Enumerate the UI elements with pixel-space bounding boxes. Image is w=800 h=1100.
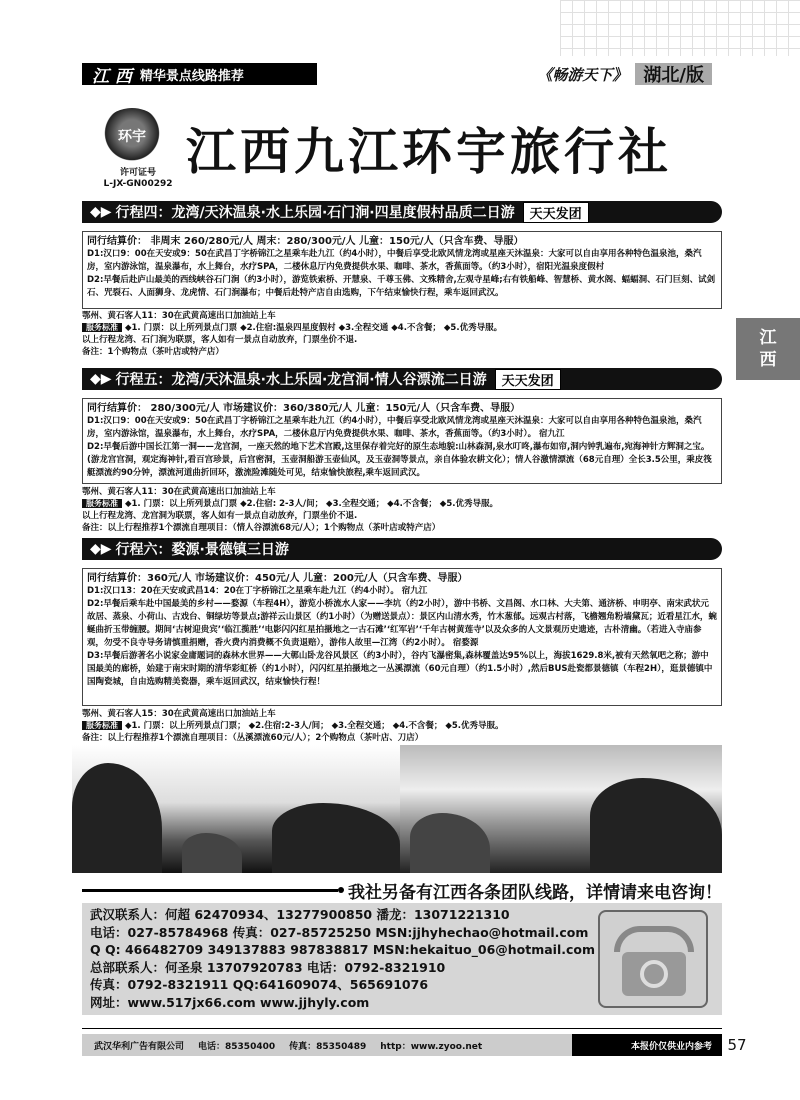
service-tag: 服务标准 — [82, 499, 122, 508]
route-remark: 备注：以上行程推荐1个漂流自理项目：（情人谷漂流68元/人）；1个购物点（茶叶店或特产店） — [82, 523, 441, 533]
route-details — [82, 398, 722, 484]
slogan — [82, 878, 722, 902]
footer-fax: 传真：85350489 — [289, 1041, 367, 1052]
route-service: ◆1. 门票：以上所列景点门票 ◆2.住宿: 2-3人/间； ◆3.全程交通； ◆4.不含餐； ◆5.优秀导服。 — [124, 499, 498, 509]
logo-text: 环宇 — [118, 129, 146, 145]
route-pickup: 鄂州、黄石客人11：30在武黄高速出口加油站上车 — [82, 311, 276, 321]
side-tab — [736, 318, 800, 380]
contact-line: 电话：027-85784968 传真：027-85725250 MSN:jjhyhechao@hotmail.com — [90, 924, 589, 940]
route-service: ◆1. 门票：以上所列景点门票 ◆2.住宿:温泉四星度假村 ◆3.全程交通 ◆4.不含餐； ◆5.优秀导服。 — [124, 323, 503, 333]
footer-tel: 电话：85350400 — [198, 1041, 276, 1052]
footer-note: 本报价仅供业内参考 — [572, 1034, 722, 1056]
route-header — [82, 538, 722, 560]
service-tag: 服务标准 — [82, 721, 122, 730]
page-header — [82, 63, 712, 85]
edition-label: 湖北/版 — [635, 63, 712, 85]
route-notes — [82, 486, 722, 534]
license-number: L-JX-GN00292 — [103, 179, 173, 189]
header-region: 江 西 — [92, 66, 132, 87]
page-number: 57 — [727, 1036, 747, 1054]
footer-web: http：www.zyoo.net — [380, 1041, 483, 1052]
diamond-icon — [247, 64, 267, 84]
grid-decoration — [560, 0, 800, 56]
arrow-icon: ◆▶ — [90, 204, 112, 220]
route-extra: 以上行程龙湾、龙宫洞为联票，客人如有一景点自动放弃，门票坐价不退. — [82, 511, 358, 521]
route-day: D2:早餐后赴庐山最美的西线峡谷石门涧（约3小时），游览铁索桥、开慧泉、千尊玉佛、文殊精舍,左观寺星峰;右有铁船峰、智慧桥、黄水阁、蝠蝠洞、石门巨刻、试剑石、咒裂石、人面狮身、龙虎情、石门涧瀑布；中餐后赴特产店自由选购，下午结束愉快行程，乘车返回武汉。 — [87, 275, 716, 298]
route-extra: 以上行程龙湾、石门涧为联票，客人如有一景点自动放弃，门票坐价不退. — [82, 335, 358, 345]
route-header — [82, 368, 722, 390]
contact-line: 武汉联系人：何超 62470934、13277900850 潘龙：13071221310 — [90, 907, 510, 922]
route-title: 行程五：龙湾/天沐温泉·水上乐园·龙宫洞·情人谷漂流二日游 — [115, 372, 487, 388]
license-block — [88, 168, 188, 190]
side-tab-char: 西 — [759, 350, 777, 370]
arrow-icon: ◆▶ — [90, 541, 112, 557]
route-day: D1:汉口9：00在天安或9：50在武昌丁字桥锦江之星乘车赴九江（约4小时），中餐后享受北欧风情龙湾或星座天沐温泉：大家可以自由享用各种特色温泉池，桑汽房，室内游泳馆，温泉瀑布，水上舞台，水疗SPA，二楼休息厅内免费提供水果、咖啡、茶水，香蕉面等。（约3小时），宿阳光温泉度假村 — [87, 249, 702, 272]
route-badge: 天天发团 — [523, 202, 589, 223]
route-pickup: 鄂州、黄石客人15：30在武黄高速出口加油站上车 — [82, 709, 276, 719]
contact-line: 网址：www.517jx66.com www.jjhyly.com — [90, 994, 370, 1010]
route-details — [82, 231, 722, 309]
header-region-bar — [82, 63, 317, 85]
agency-logo — [100, 108, 164, 164]
route-service: ◆1. 门票：以上所列景点门票； ◆2.住宿:2-3人/间； ◆3.全程交通； ◆4.不含餐； ◆5.优秀导服。 — [124, 721, 504, 731]
route-day: D1:汉口13：20在天安或武昌14：20在丁字桥锦江之星乘车赴九江（约4小时）。 宿九江 — [87, 586, 428, 596]
route-details — [82, 568, 722, 706]
route-remark: 备注：以上行程推荐1个漂流自理项目：（丛溪漂流60元/人）；2个购物点（茶叶店、刀店） — [82, 733, 424, 743]
route-title: 行程六：婺源·景德镇三日游 — [115, 542, 289, 558]
contact-line: 传真：0792-8321911 QQ:641609074、565691076 — [90, 977, 429, 992]
route-day: D1:汉口9：00在天安或9：50在武昌丁字桥锦江之星乘车赴九江（约4小时），中餐后享受北欧风情龙湾或星座天沐温泉：大家可以自由享用各种特色温泉池，桑汽房，室内游泳馆，温泉瀑布，水上舞台，水疗SPA，二楼休息厅内免费提供水果、咖啡、茶水，香蕉面等。（约3小时）。 宿九江 — [87, 416, 702, 439]
page-footer — [82, 1034, 722, 1056]
slogan-text: 我社另备有江西各条团队线路，详情请来电咨询！ — [348, 882, 722, 903]
route-day: D2:早餐后乘车赴中国最美的乡村——婺源（车程4H），游览小桥流水人家——李坑（约2小时），游中书桥、文昌阁、水口林、大夫第、通济桥、申明亭、南宋武状元故居、蒸泉、小荷山、古戏台、铜绿坊等景点;游祥云山景区（约1小时）（为赠送景点）：景区内山清水秀，竹木葱郁。远观古村落，飞檐翘角粉墙黛瓦；近看星江水，蜿蜒曲折玉带缠腰。期间‘古树迎贵宾’‘临江揽胜’‘电影闪闪红星拍摄地之一古石滩’‘红军岩’‘千年古树黄莲寺’以及众多的人文景观历史遗迹，古朴清幽。（若进入寺庙参观，勿受不良寺导务请慎重捐赠，香火费内消费概不负责退赔），游伟人故里—江湾（约2小时）。 宿婺源 — [87, 599, 717, 648]
route-price: 同行结算价：360元/人 市场建议价：450元/人 儿童：200元/人（只含车费、导服） — [87, 573, 468, 584]
contact-line: 总部联系人：何圣泉 13707920783 电话：0792-8321910 — [90, 959, 446, 975]
license-label: 许可证号 — [119, 168, 156, 178]
route-remark: 备注：1个购物点（茶叶店或特产店） — [82, 347, 224, 357]
route-header — [82, 201, 722, 223]
contact-line: Q Q: 466482709 349137883 987838817 MSN:hekaituo_06@hotmail.com — [90, 942, 596, 957]
side-tab-char: 江 — [759, 328, 777, 348]
agency-name: 江西九江环宇旅行社 — [186, 122, 672, 181]
footer-company: 武汉华利广告有限公司 — [94, 1041, 185, 1052]
route-day: D3:早餐后游著名小说家金庸题词的森林水世界——大鄣山卧龙谷风景区（约3小时），谷内飞瀑密集,森林覆盖达95%以上，海拔1629.8米,被有天然氧吧之称；游中国最美的廊桥，始建于南宋时期的清华彩虹桥（约1小时），闪闪红星拍摄地之一丛溪漂流（60元自理）（约1.5小时）,然后BUS赴瓷都景德镇（车程2H），逛景德镇中国陶瓷城，自由选购精美瓷器，乘车返回武汉，结束愉快行程！ — [87, 651, 713, 687]
mountain-photo — [72, 745, 400, 873]
route-notes — [82, 310, 722, 358]
service-tag: 服务标准 — [82, 323, 122, 332]
divider — [82, 1028, 722, 1029]
route-title: 行程四：龙湾/天沐温泉·水上乐园·石门涧·四星度假村品质二日游 — [115, 205, 515, 221]
route-day: D2:早餐后游中国长江第一洞——龙宫洞，一座天然的地下艺术宫殿,这里保存着完好的原生态地貌:山林森洞,泉水叮咚,瀑布如帘,洞内钟乳遍布,宛海神针方辉洞之宝。(游龙宫宫洞，观定海神针,看百宫珍景，后宫密洞，玉壶洞船游玉壶仙风，及玉壶洞等景点，亲自体验农耕文化）；情人谷激情漂流（68元自理）全长3.5公里，乘皮筏艇漂流约90分钟，漂流河道曲折回环，激流险滩随处可见，结束愉快旅程,乘车返回武汉。 — [87, 442, 712, 478]
scenery-photos — [72, 745, 722, 873]
telephone-icon — [598, 910, 708, 1008]
route-price: 同行结算价： 280/300元/人 市场建议价：360/380元/人 儿童：150元/人（只含车费、导服） — [87, 403, 521, 414]
header-subtitle: 精华景点线路推荐 — [139, 68, 244, 84]
route-notes — [82, 708, 722, 744]
route-pickup: 鄂州、黄石客人11：30在武黄高速出口加油站上车 — [82, 487, 276, 497]
route-price: 同行结算价： 非周末 260/280元/人 周末：280/300元/人 儿童：150元/人（只含车费、导服） — [87, 236, 524, 247]
magazine-name: 《畅游天下》 — [537, 65, 628, 84]
arrow-icon: ◆▶ — [90, 371, 112, 387]
pine-photo — [400, 745, 722, 873]
route-badge: 天天发团 — [495, 369, 561, 390]
